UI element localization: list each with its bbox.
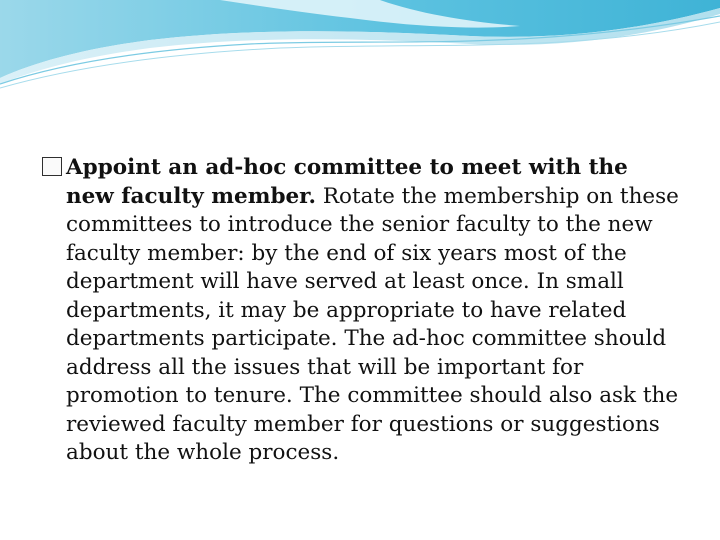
slide-body [42, 154, 682, 468]
box-bullet-icon [42, 157, 62, 176]
bullet-paragraph [42, 154, 682, 468]
paragraph-body-text: Rotate the membership on these committees to introduce the senior faculty to the new faculty member: by the end of six years most of the department will have served at least once. In small departments, it may be appropriate to have related departments participate. The ad-hoc committee should address all the issues that will be important for promotion to tenure. The committee should also ask the reviewed faculty member for questions or suggestions about the whole process. [66, 183, 679, 465]
header-wave-decoration [0, 0, 720, 90]
paragraph-bold-lead: Appoint an ad-hoc committee to meet with the new faculty member. [66, 155, 628, 209]
